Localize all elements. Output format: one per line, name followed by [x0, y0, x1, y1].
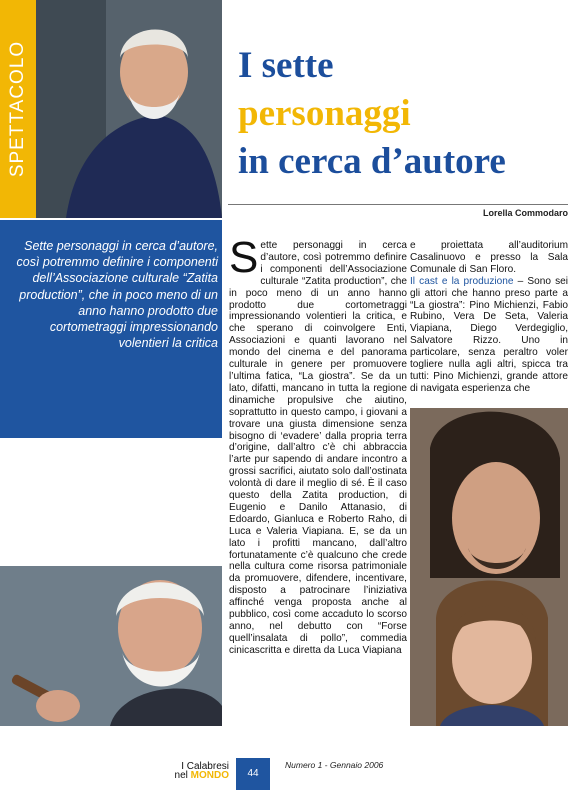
subheading-cast: Il cast e la produzione: [410, 275, 514, 287]
drop-cap: S: [229, 233, 259, 282]
body-text-column-1: ette personaggi in cerca d’autore, così potremmo definire i componenti dell’Associazione culturale “Zatita production”, che in poco meno di un anno hanno prodotto due cortometraggi impressionando volentieri la critica, e che sperano di coinvolgere Enti, Associazioni e quanti lavorano nel mondo del cinema e del panorama culturale in genere per promuovere l’ultima fatica, “La giostra”. Se da un lato, difatti, mancano in tutta la regione dinamiche propulsive che aiutino, soprattutto in questo campo, i giovani a trovare una giusta dimensione senza bisogno di ‘evadere’ dalla propria terra d’origine, dall’altro c’è chi abbraccia l’arte pur sapendo di andare incontro a grossi sacrifici, aiutato solo dall’ostinata volontà di dare il meglio di sé. È il caso questo della Zatita production, di Eugenio e Danilo Attanasio, di Edoardo, Gianluca e Roberto Raho, di Luca e Valeria Viapiana. E, se da un lato i profitti mancano, dall’altro fortunatamente c’è qualcuno che crede nella cultura come risorsa patrimoniale da promuovere, difendere, incentivare, disposto a patrocinare l’iniziativa affinché venga proposta anche al pubblico, così come accaduto lo scorso anno, nel debutto con “Forse quell’insalata di pollo”, commedia cinicascritta e diretta da Luca Viapiana: [229, 240, 407, 656]
magazine-name: [143, 762, 229, 780]
author-byline: Lorella Commodaro: [482, 208, 568, 218]
page-number: 44: [247, 768, 259, 779]
title-line-2: personaggi: [238, 93, 411, 134]
body-text-column-2: – Sono sei gli attori che hanno preso parte a “La giostra”: Pino Michienzi, Fabio Rubino, Vera De Seta, Valeria Viapiana, Diego Verdegiglio, Salvatore Rizzo. Uno in particolare, senza peraltro voler togliere nulla agli altri, spicca tra tutti: Pino Michienzi, grande attore di navigata esperienza che: [410, 275, 568, 394]
title-line-3: in cerca d’autore: [238, 141, 506, 182]
photo-actor-with-cigar: [0, 566, 222, 726]
magazine-name-mondo: MONDO: [190, 770, 229, 781]
title-line-1: I sette: [238, 45, 334, 86]
magazine-name-nel: nel: [174, 770, 188, 781]
pull-quote-text: Sette personaggi in cerca d’autore, così potremmo definire i componenti dell’Associazione culturale “Zatita production”, che in poco meno di un anno hanno prodotto due cortometraggi impressionando volentieri la critica: [16, 239, 218, 351]
photo-actor-portrait-top: [36, 0, 222, 218]
magazine-name-line-1: I Calabresi: [181, 761, 229, 772]
section-label: [0, 0, 36, 218]
body-column-1: [229, 233, 407, 657]
issue-info: Numero 1 - Gennaio 2006: [285, 760, 384, 770]
section-text: SPETTACOLO: [7, 40, 28, 178]
body-text-column-2-intro: e proiettata all’auditorium Casalinuovo e presso la Sala Comunale di San Floro.: [410, 240, 568, 275]
photo-actors-man-and-boy: [410, 408, 568, 726]
title-divider: [228, 204, 568, 205]
article-title: [238, 42, 568, 186]
body-column-2: [410, 240, 568, 395]
